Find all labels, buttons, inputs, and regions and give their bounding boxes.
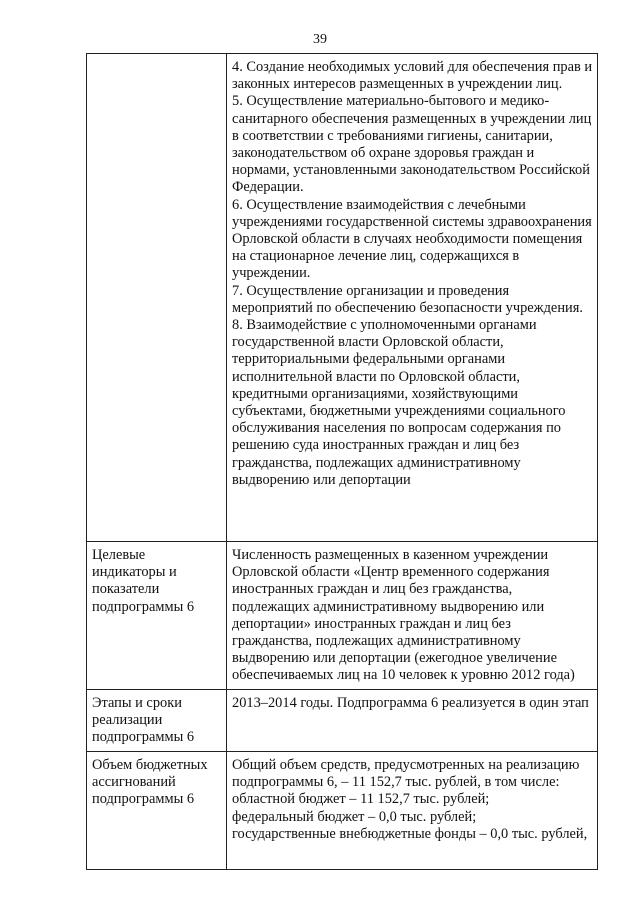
table-row-tasks xyxy=(87,54,598,542)
row-label: Этапы и сроки реализации подпрограммы 6 xyxy=(92,695,195,746)
row-label-cell xyxy=(87,542,227,690)
program-table xyxy=(86,53,598,870)
paragraph: 5. Осуществление материально-бытового и медико-санитарного обеспечения размещенных в учреждении лиц в соответствии с требованиями гигиены, санитарии, законодательством об охране здоровья граждан и нормами, установленными законодательством Российской Федерации. xyxy=(232,93,592,196)
paragraph: 7. Осуществление организации и проведения мероприятий по обеспечению безопасности учреждения. xyxy=(232,282,583,316)
table-row-indicators xyxy=(87,542,598,690)
row-content-cell xyxy=(227,752,598,870)
row-label: Целевые индикаторы и показатели подпрограммы 6 xyxy=(92,547,195,615)
paragraph: 4. Создание необходимых условий для обеспечения прав и законных интересов размещенных в учреждении лиц. xyxy=(232,59,593,93)
paragraph: государственные внебюджетные фонды – 0,0 тыс. рублей, xyxy=(232,825,588,842)
row-label: Объем бюджетных ассигнований подпрограммы 6 xyxy=(92,757,208,808)
paragraph: Общий объем средств, предусмотренных на реализацию подпрограммы 6, – 11 152,7 тыс. рублей, в том числе: xyxy=(232,757,580,791)
table-row-budget xyxy=(87,752,598,870)
row-label-cell xyxy=(87,54,227,542)
paragraph: 8. Взаимодействие с уполномоченными органами государственной власти Орловской области, территориальными федеральными органами исполнительной власти по Орловской области, кредитными организациями, хозяйствующими субъектами, бюджетными учреждениями социального обслуживания населения по вопросам содержания по решению суда иностранных граждан и лиц без гражданства, подлежащих административному выдворению или депортации xyxy=(232,317,566,488)
paragraph: 6. Осуществление взаимодействия с лечебными учреждениями государственной системы здравоохранения Орловской области в случаях необходимости помещения на стационарное лечение лиц, содержащихся в учреждении. xyxy=(232,196,592,282)
row-content-cell xyxy=(227,542,598,690)
row-label-cell xyxy=(87,752,227,870)
row-content-cell xyxy=(227,690,598,752)
page-number: 39 xyxy=(313,32,327,47)
paragraph: 2013–2014 годы. Подпрограмма 6 реализуется в один этап xyxy=(232,695,589,711)
paragraph: Численность размещенных в казенном учреждении Орловской области «Центр временного содержания иностранных граждан и лиц без гражданства, подлежащих административному выдворению или депортации» иностранных граждан и лиц без гражданства, подлежащих административному выдворению или депортации (ежегодное увеличение обеспечиваемых лиц на 10 человек к уровню 2012 года) xyxy=(232,547,575,684)
row-content-cell xyxy=(227,54,598,542)
table-row-stages xyxy=(87,690,598,752)
paragraph: федеральный бюджет – 0,0 тыс. рублей; xyxy=(232,808,477,825)
paragraph: областной бюджет – 11 152,7 тыс. рублей; xyxy=(232,791,490,808)
row-label-cell xyxy=(87,690,227,752)
